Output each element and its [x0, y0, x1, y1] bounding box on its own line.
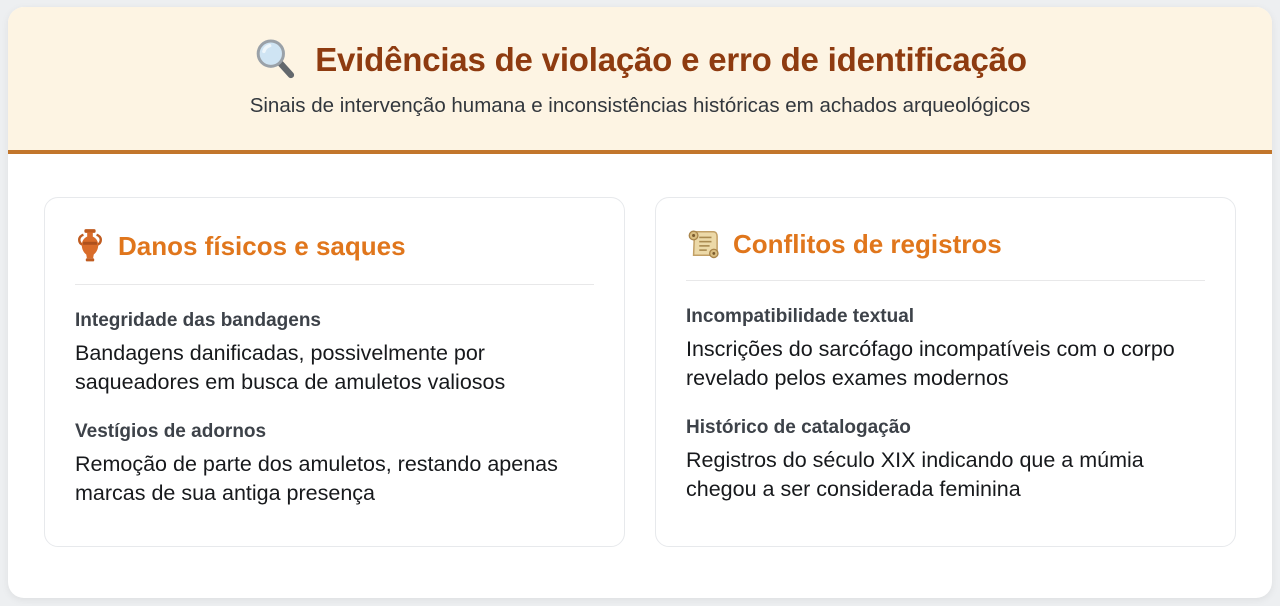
card-item — [75, 421, 594, 507]
card-record-conflicts — [655, 197, 1236, 547]
scroll-icon — [686, 228, 720, 260]
page-subtitle: Sinais de intervenção humana e inconsistências históricas em achados arqueológicos — [249, 94, 1031, 117]
card-physical-damage — [44, 197, 625, 547]
item-text: Remoção de parte dos amuletos, restando apenas marcas de sua antiga presença — [75, 452, 558, 505]
card-item — [75, 310, 594, 396]
card-divider — [686, 280, 1205, 281]
item-text: Registros do século XIX indicando que a múmia chegou a ser considerada feminina — [686, 448, 1144, 501]
magnifier-icon — [253, 37, 299, 83]
item-text: Bandagens danificadas, possivelmente por saqueadores em busca de amuletos valiosos — [75, 341, 506, 394]
item-heading: Vestígios de adornos — [75, 421, 267, 443]
card-title-row — [686, 228, 1205, 260]
header — [8, 7, 1272, 154]
item-heading: Incompatibilidade textual — [686, 306, 915, 327]
card-title: Conflitos de registros — [733, 228, 1002, 259]
card-item — [686, 417, 1205, 503]
item-text: Inscrições do sarcófago incompatíveis com o corpo revelado pelos exames modernos — [686, 337, 1175, 390]
card-title-row — [75, 228, 594, 264]
card-divider — [75, 284, 594, 285]
title-row — [28, 37, 1252, 83]
page-title: Evidências de violação e erro de identificação — [315, 41, 1027, 78]
card-title: Danos físicos e saques — [118, 230, 406, 261]
amphora-icon — [75, 228, 105, 264]
item-heading: Histórico de catalogação — [686, 417, 911, 439]
item-heading: Integridade das bandagens — [75, 310, 321, 331]
infographic-panel — [8, 7, 1272, 598]
content-area — [8, 154, 1272, 547]
card-item — [686, 306, 1205, 392]
